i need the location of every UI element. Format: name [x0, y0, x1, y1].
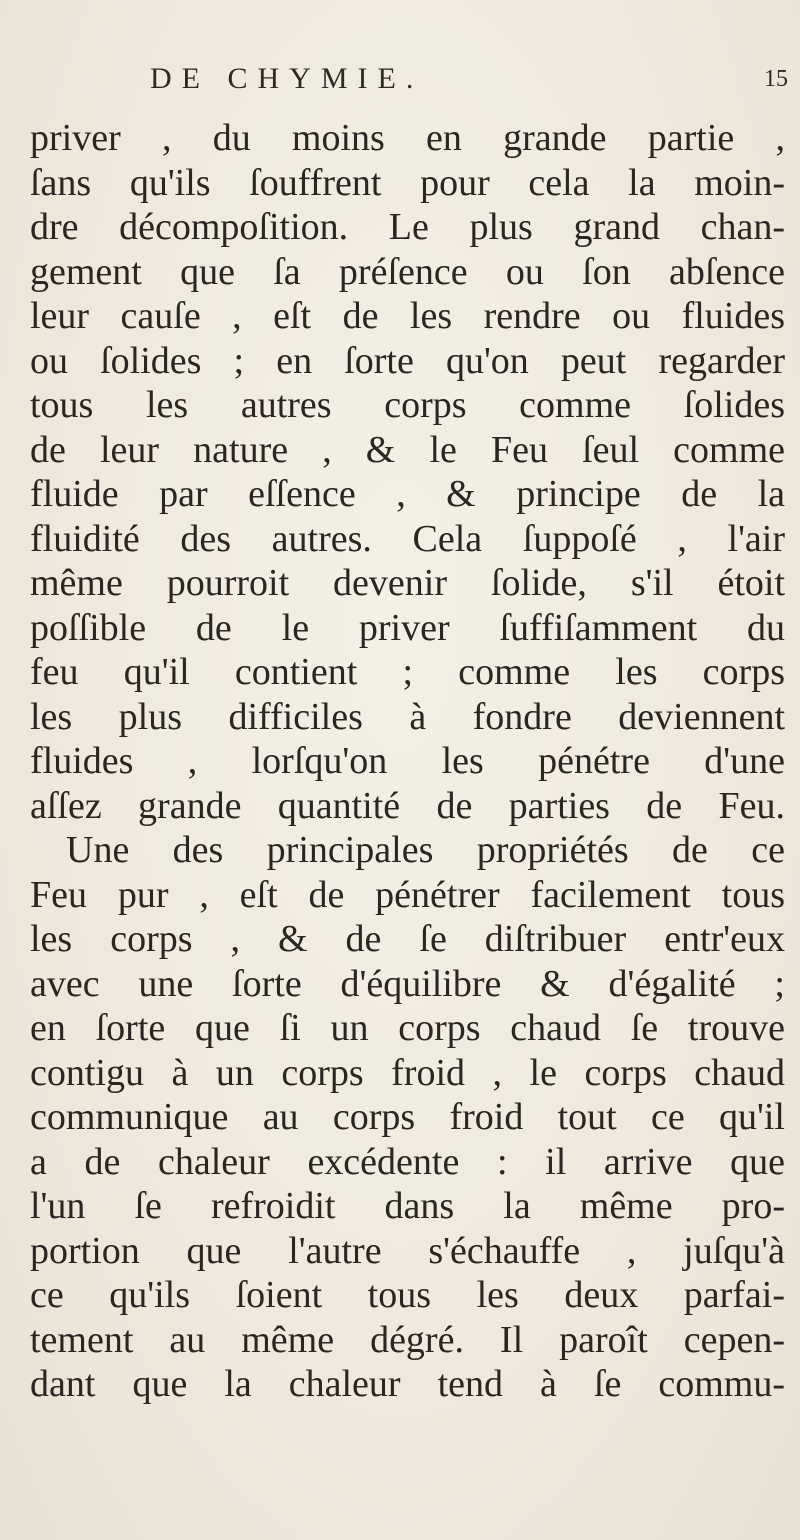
text-line: même pourroit devenir ſolide, s'il étoit — [30, 562, 785, 604]
page-header — [150, 62, 788, 112]
text-line: fluide par eſſence , & principe de la — [30, 473, 785, 515]
text-line: de leur nature , & le Feu ſeul comme — [30, 428, 785, 471]
text-line: Feu pur , eſt de pénétrer facilement tous — [30, 873, 785, 916]
text-line: communique au corps froid tout ce qu'il — [30, 1096, 785, 1138]
text-line: feu qu'il contient ; comme les corps — [30, 651, 785, 693]
paragraph-start-line: Une des principales propriétés de ce — [66, 829, 785, 871]
page-number: 15 — [764, 66, 788, 92]
text-line: leur cauſe , eſt de les rendre ou fluides — [30, 295, 785, 337]
text-line: en ſorte que ſi un corps chaud ſe trouve — [30, 1007, 785, 1049]
body-text — [30, 116, 785, 1407]
text-line: avec une ſorte d'équilibre & d'égalité ; — [30, 962, 785, 1005]
text-line: aſſez grande quantité de parties de Feu. — [30, 784, 785, 827]
text-line: priver , du moins en grande partie , — [30, 117, 785, 159]
running-head: DE CHYMIE. — [150, 62, 424, 95]
text-line: fluidité des autres. Cela ſuppoſé , l'air — [30, 517, 785, 560]
text-line: l'un ſe refroidit dans la même pro- — [30, 1185, 785, 1227]
text-line: contigu à un corps froid , le corps chaud — [30, 1051, 785, 1094]
text-line: ce qu'ils ſoient tous les deux parfai- — [30, 1274, 785, 1316]
text-line: portion que l'autre s'échauffe , juſqu'à — [30, 1229, 785, 1272]
text-line: poſſible de le priver ſuffiſamment du — [30, 606, 785, 649]
text-line: gement que ſa préſence ou ſon abſence — [30, 250, 785, 293]
text-line: les corps , & de ſe diſtribuer entr'eux — [30, 918, 785, 960]
text-line: dre décompoſition. Le plus grand chan- — [30, 206, 785, 248]
text-line: fluides , lorſqu'on les pénétre d'une — [30, 740, 785, 782]
text-line: les plus difficiles à fondre deviennent — [30, 695, 785, 738]
text-line: ou ſolides ; en ſorte qu'on peut regarder — [30, 339, 785, 382]
text-line: dant que la chaleur tend à ſe commu- — [30, 1363, 785, 1405]
text-line: tous les autres corps comme ſolides — [30, 384, 785, 426]
text-line: tement au même dégré. Il paroît cepen- — [30, 1318, 785, 1361]
text-line: ſans qu'ils ſouffrent pour cela la moin- — [30, 161, 785, 204]
text-line: a de chaleur excédente : il arrive que — [30, 1140, 785, 1183]
